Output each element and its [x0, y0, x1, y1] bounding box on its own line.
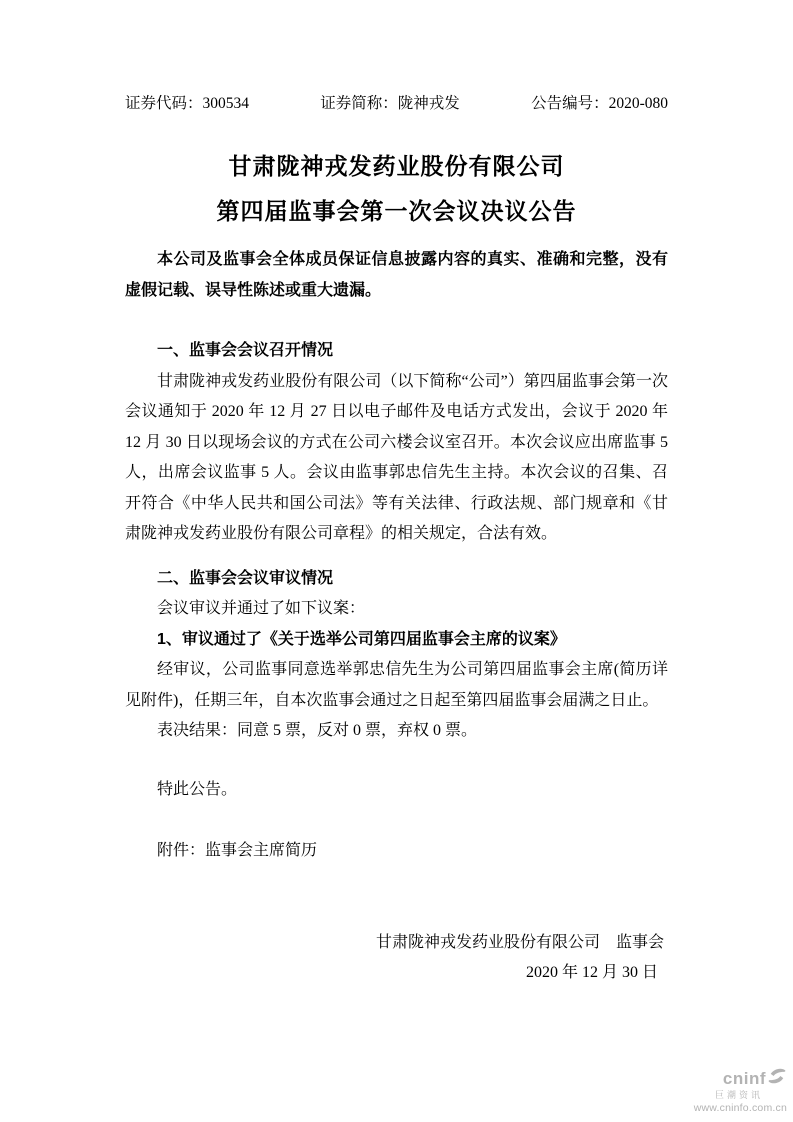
document-content — [125, 94, 668, 989]
attachment-note: 附件：监事会主席简历 — [157, 842, 318, 859]
signature-company: 甘肃陇神戎发药业股份有限公司 监事会 — [375, 933, 664, 951]
document-title — [125, 144, 668, 234]
section-2-intro: 会议审议并通过了如下议案： — [157, 600, 366, 617]
cninfo-url: www.cninfo.com.cn — [693, 1101, 787, 1114]
cninfo-watermark — [694, 1066, 787, 1114]
section-1-paragraph: 甘肃陇神戎发药业股份有限公司（以下简称“公司”）第四届监事会第一次会议通知于 2020 年 12 月 27 日以电子邮件及电话方式发出，会议于 2020 年 12 月 30 日以现场会议的方式在公司六楼会议室召开。本次会议应出席监事 5 人，出席会议监事 5 人。会议由监事郭忠信先生主持。本次会议的召集、召开符合《中华人民共和国公司法》等有关法律、行政法规、部门规章和《甘肃陇神戎发药业股份有限公司章程》的相关规定，合法有效。 — [125, 372, 668, 542]
section-2-heading: 二、监事会会议审议情况 — [157, 569, 334, 587]
vote-result: 表决结果：同意 5 票，反对 0 票，弃权 0 票。 — [157, 722, 478, 739]
closing-statement: 特此公告。 — [157, 780, 238, 798]
resolution-1-detail: 经审议，公司监事同意选举郭忠信先生为公司第四届监事会主席(简历详见附件)，任期三年，自本次监事会通过之日起至第四届监事会届满之日止。 — [125, 661, 668, 709]
section-1-heading: 一、监事会会议召开情况 — [157, 342, 334, 359]
cninfo-brand-text: cninf — [722, 1069, 766, 1089]
cninfo-swirl-icon — [767, 1066, 787, 1091]
signature-date: 2020 年 12 月 30 日 — [525, 964, 658, 981]
title-meeting-resolution: 第四届监事会第一次会议决议公告 — [216, 198, 577, 224]
truthfulness-disclaimer: 本公司及监事会全体成员保证信息披露内容的真实、准确和完整，没有虚假记载、误导性陈述或重大遗漏。 — [125, 251, 668, 299]
cninfo-chinese-name: 巨潮资讯 — [714, 1089, 763, 1100]
stock-short-name: 证券简称：陇神戎发 — [320, 95, 460, 112]
title-company-name: 甘肃陇神戎发药业股份有限公司 — [228, 153, 565, 179]
resolution-1-heading: 1、审议通过了《关于选举公司第四届监事会主席的议案》 — [157, 630, 566, 648]
stock-code: 证券代码：300534 — [125, 95, 250, 112]
cninfo-brand-row — [694, 1066, 787, 1091]
announcement-number: 公告编号：2020-080 — [531, 95, 668, 112]
signature-block — [125, 928, 668, 989]
securities-info-bar — [125, 94, 668, 114]
